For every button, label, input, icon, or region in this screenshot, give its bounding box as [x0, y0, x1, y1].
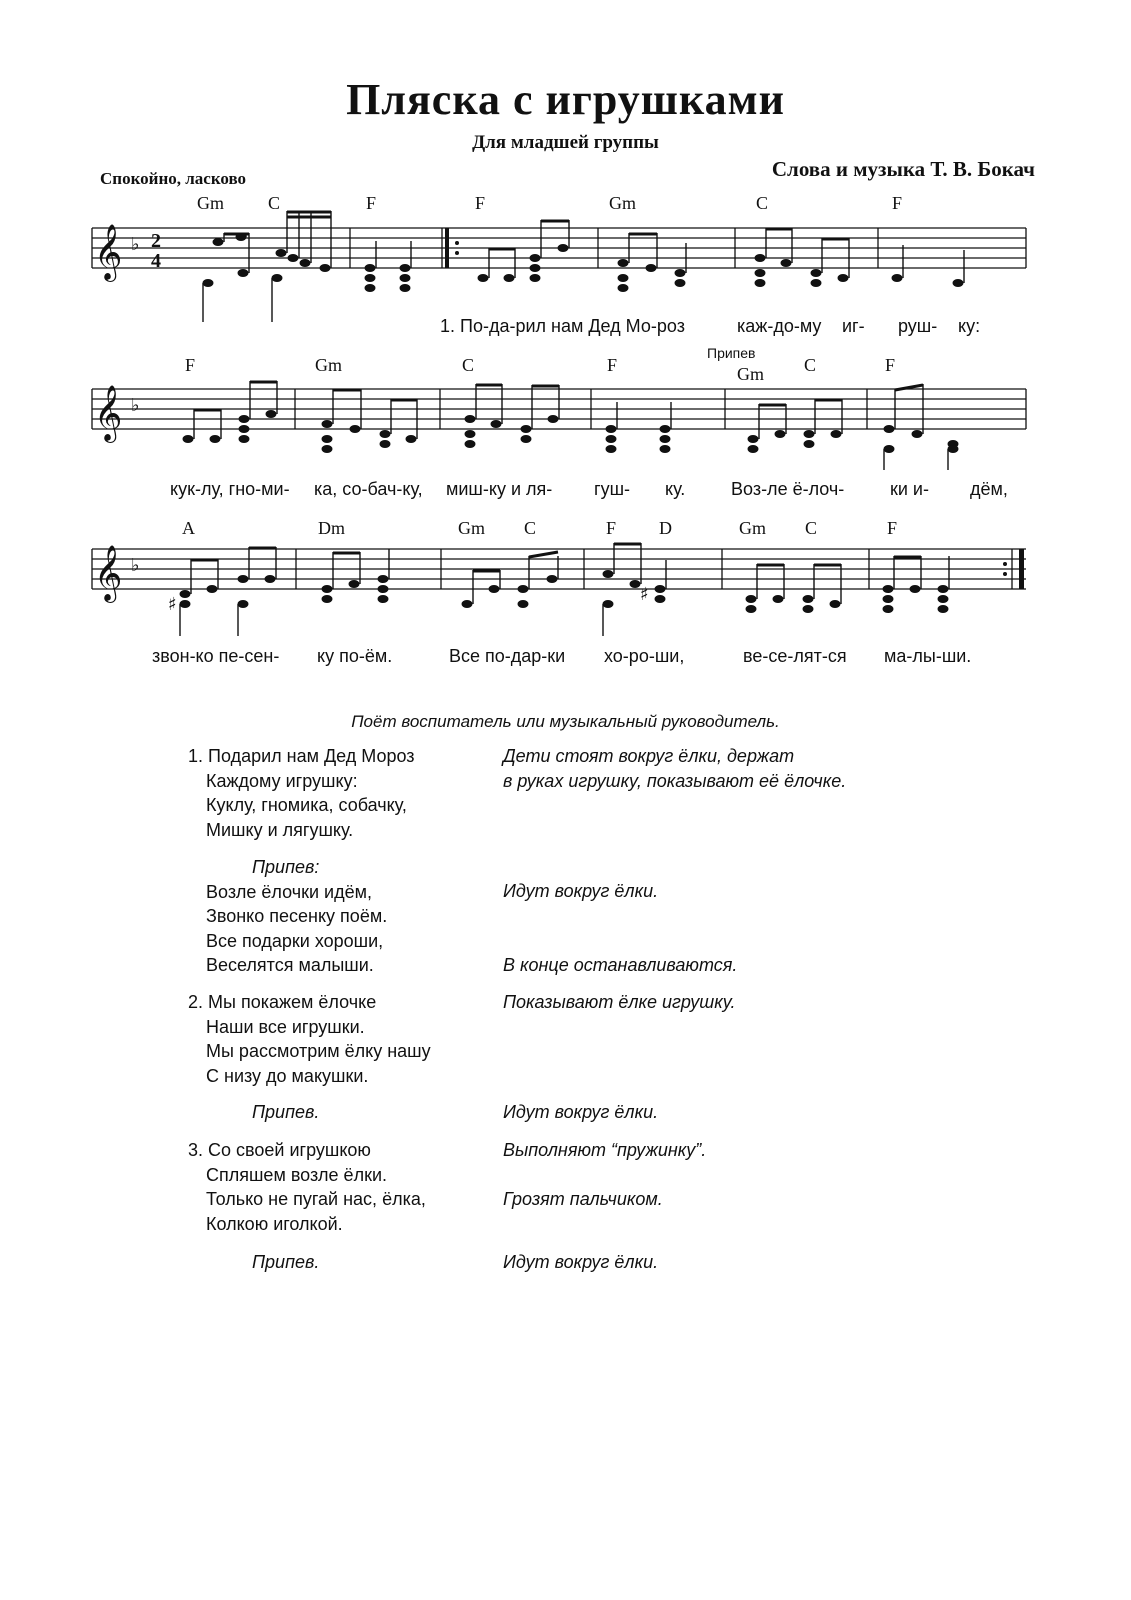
lyric-syllables: миш-ку и ля- [446, 479, 553, 499]
music-staff-2 [0, 375, 1131, 470]
verse-line: 3. Со своей игрушкою [188, 1140, 371, 1160]
chord-symbol: Gm [197, 193, 224, 213]
chord-symbol: F [185, 355, 196, 375]
svg-text:2: 2 [151, 230, 161, 252]
verse-line: Мы рассмотрим ёлку нашу [206, 1041, 431, 1061]
song-subtitle: Для младшей группы [472, 132, 659, 153]
lyric-syllables: ку: [958, 316, 981, 336]
verse-line: Каждому игрушку: [206, 770, 358, 791]
verse-3-text [188, 1138, 426, 1236]
chord-symbol: F [475, 193, 486, 213]
stage-direction [503, 879, 658, 904]
direction-line: Идут вокруг ёлки. [503, 1102, 659, 1122]
direction-line: В конце останавливаются. [503, 955, 738, 975]
stage-direction [503, 1250, 658, 1275]
verse-line: Куклу, гномика, собачку, [206, 795, 407, 815]
music-staff-1 [0, 205, 1131, 330]
svg-text:♯: ♯ [168, 594, 177, 615]
direction-line: Идут вокруг ёлки. [503, 881, 659, 901]
verse-line: С низу до макушки. [206, 1065, 369, 1086]
chord-symbol: A [182, 518, 195, 538]
svg-text:♭: ♭ [131, 234, 140, 255]
lyric-syllables: ку. [665, 479, 686, 499]
svg-text:𝄞: 𝄞 [94, 224, 123, 280]
song-author: Слова и музыка Т. В. Бокач [771, 157, 1035, 181]
chord-symbol: C [524, 518, 537, 538]
verse-1-text [188, 744, 415, 842]
lyric-syllables: ку по-ём. [317, 646, 393, 666]
performance-note: Поёт воспитатель или музыкальный руководитель. [351, 712, 780, 731]
chord-symbol: D [659, 518, 672, 538]
chord-symbol: F [887, 518, 898, 538]
direction-line: Грозят пальчиком. [503, 1189, 663, 1209]
chord-symbol: C [268, 193, 281, 213]
verse-line: Все подарки хороши, [206, 930, 384, 951]
lyric-syllables: звон-ко пе-сен- [152, 646, 280, 666]
verse-line: Возле ёлочки идём, [206, 881, 372, 902]
chorus-label: Припев. [252, 1252, 320, 1272]
lyric-syllables: каж-до-му [737, 316, 822, 336]
chord-symbol: F [607, 355, 618, 375]
stage-direction [503, 953, 737, 978]
chord-symbol: Gm [737, 364, 764, 384]
verse-line: Колкою иголкой. [206, 1213, 343, 1234]
svg-text:♯: ♯ [640, 584, 649, 605]
lyric-syllables: дём, [970, 479, 1008, 499]
verse-line: Звонко песенку поём. [206, 906, 388, 926]
verse-line: Мишку и лягушку. [206, 819, 354, 840]
direction-line: Идут вокруг ёлки. [503, 1252, 659, 1272]
verse-line: Спляшем возле ёлки. [206, 1164, 388, 1185]
stage-direction [503, 990, 736, 1015]
chorus-ref-1 [188, 1100, 319, 1125]
chorus-ref-2 [188, 1250, 319, 1275]
direction-line: Показывают ёлке игрушку. [503, 992, 736, 1012]
chord-symbol: Dm [318, 518, 345, 538]
lyric-syllables: кук-лу, гно-ми- [170, 479, 290, 499]
chord-symbol: C [804, 355, 817, 375]
lyric-syllables: ка, со-бач-ку, [314, 479, 423, 499]
verse-line: Веселятся малыши. [206, 955, 374, 975]
lyric-syllables: ве-се-лят-ся [743, 646, 847, 666]
lyric-syllables: руш- [898, 316, 938, 336]
lyric-syllables: хо-ро-ши, [604, 646, 685, 666]
verse-line: Наши все игрушки. [206, 1016, 365, 1037]
verse-line: 2. Мы покажем ёлочке [188, 992, 377, 1012]
section-label-pripev: Припев [707, 345, 756, 361]
lyric-syllables: иг- [842, 316, 865, 336]
chorus-label: Припев. [252, 1102, 320, 1122]
svg-text:𝄞: 𝄞 [94, 385, 123, 441]
chord-symbol: C [756, 193, 769, 213]
chord-symbol: F [892, 193, 903, 213]
stage-direction [503, 1138, 706, 1163]
verse-line: 1. Подарил нам Дед Мороз [188, 746, 415, 766]
chord-symbol: Gm [739, 518, 766, 538]
stage-direction [503, 1100, 658, 1125]
svg-text:𝄞: 𝄞 [94, 545, 123, 601]
chorus-label: Припев: [252, 857, 320, 877]
chorus-text [188, 855, 387, 978]
chord-symbol: F [606, 518, 617, 538]
lyric-syllables: Воз-ле ё-лоч- [731, 479, 845, 499]
chord-symbol: Gm [458, 518, 485, 538]
verse-line: Только не пугай нас, ёлка, [206, 1189, 426, 1209]
direction-line: Дети стоят вокруг ёлки, держат [503, 746, 795, 766]
chord-symbol: Gm [315, 355, 342, 375]
svg-text:♭: ♭ [131, 555, 140, 576]
tempo-marking: Спокойно, ласково [100, 169, 247, 188]
verse-2-text [188, 990, 431, 1088]
stage-direction [503, 1187, 663, 1212]
lyric-syllables: гуш- [594, 479, 630, 499]
chord-symbol: F [885, 355, 896, 375]
stage-direction [503, 744, 846, 793]
lyric-syllables: Все по-дар-ки [449, 646, 566, 666]
lyric-syllables: ма-лы-ши. [884, 646, 972, 666]
direction-line: в руках игрушку, показывают её ёлочке. [503, 770, 847, 791]
svg-text:4: 4 [151, 250, 161, 272]
chord-symbol: F [366, 193, 377, 213]
lyric-syllables: ки и- [890, 479, 929, 499]
direction-line: Выполняют “пружинку”. [503, 1140, 707, 1160]
chord-symbol: C [805, 518, 818, 538]
lyric-syllables: 1. По-да-рил нам Дед Мо-роз [440, 316, 685, 336]
chord-symbol: C [462, 355, 475, 375]
song-title: Пляска с игрушками [346, 75, 785, 124]
svg-text:♭: ♭ [131, 395, 140, 416]
chord-symbol: Gm [609, 193, 636, 213]
music-staff-3 [0, 538, 1131, 638]
